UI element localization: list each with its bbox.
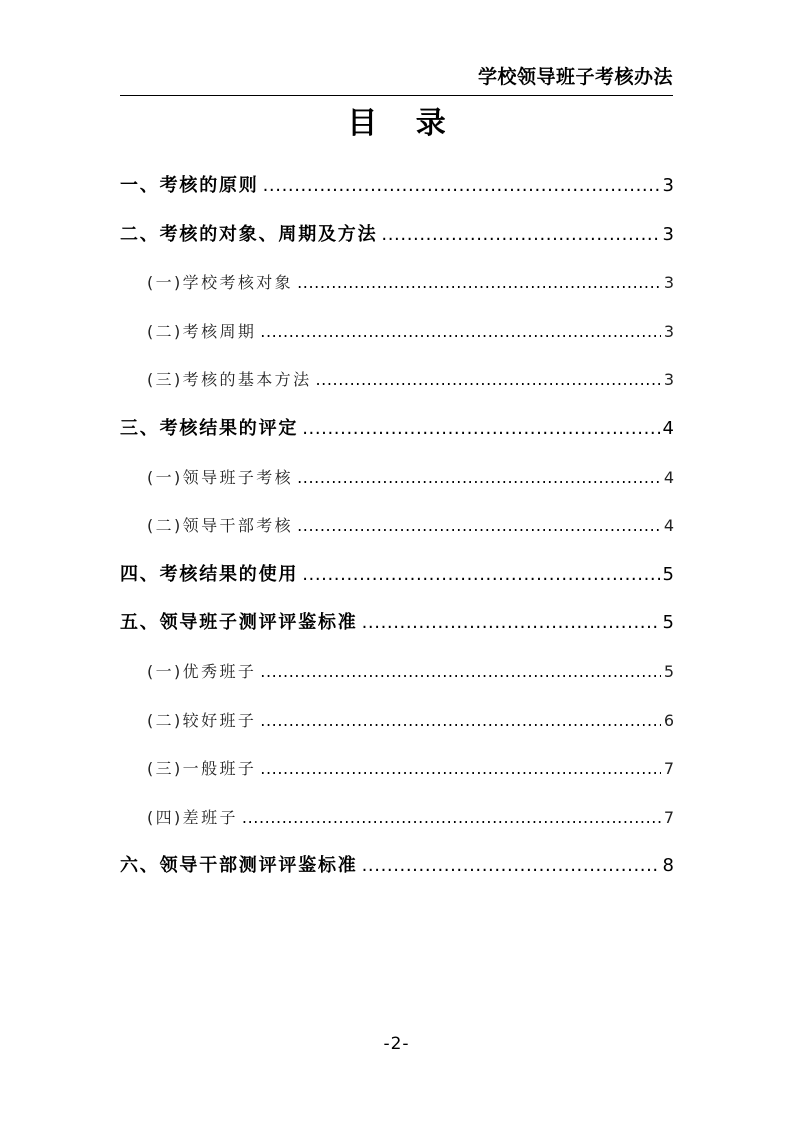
toc-leader-dots — [242, 797, 661, 839]
toc-entry-label: (三)考核的基本方法 — [147, 370, 312, 390]
toc-entry-page: 5 — [662, 563, 674, 585]
toc-entry-label: 四、考核结果的使用 — [120, 563, 299, 585]
toc-leader-dots — [362, 602, 660, 644]
toc-subentry[interactable] — [120, 651, 674, 700]
toc-entry-page: 6 — [663, 710, 674, 730]
toc-entry-label: 二、考核的对象、周期及方法 — [120, 223, 378, 245]
toc-entry-page: 7 — [663, 807, 674, 827]
toc-leader-dots — [302, 554, 659, 596]
toc-entry-label: (二)较好班子 — [147, 710, 257, 730]
toc-leader-dots — [362, 845, 660, 887]
toc-leader-dots — [297, 457, 661, 499]
toc-entry-page: 7 — [663, 759, 674, 779]
toc-subentry[interactable] — [120, 748, 674, 797]
toc-leader-dots — [316, 359, 661, 401]
toc-entry[interactable] — [120, 845, 674, 894]
toc-entry[interactable] — [120, 165, 674, 214]
toc-leader-dots — [260, 700, 661, 742]
toc-entry-label: 五、领导班子测评评鉴标准 — [120, 612, 358, 634]
toc-entry[interactable] — [120, 214, 674, 263]
toc-entry-label: 六、领导干部测评评鉴标准 — [120, 855, 358, 877]
toc-entry-label: (一)优秀班子 — [147, 661, 257, 681]
toc-entry-page: 4 — [663, 467, 674, 487]
toc-entry-page: 3 — [662, 175, 674, 196]
toc-entry-page: 5 — [663, 661, 674, 681]
toc-entry-page: 3 — [663, 321, 674, 341]
toc-entry-label: 一、考核的原则 — [120, 175, 259, 196]
toc-entry-page: 5 — [662, 612, 674, 634]
toc-list — [120, 165, 674, 894]
toc-subentry[interactable] — [120, 700, 674, 749]
toc-entry-label: (一)学校考核对象 — [147, 273, 294, 293]
toc-leader-dots — [260, 311, 661, 353]
toc-entry-label: 三、考核结果的评定 — [120, 417, 299, 439]
toc-leader-dots — [260, 748, 661, 790]
toc-leader-dots — [263, 165, 660, 207]
toc-leader-dots — [260, 651, 661, 693]
header-divider — [120, 95, 673, 96]
toc-entry[interactable] — [120, 408, 674, 457]
toc-entry-label: (二)领导干部考核 — [147, 516, 294, 536]
toc-entry-label: (三)一般班子 — [147, 759, 257, 779]
toc-entry-page: 4 — [662, 417, 674, 439]
toc-entry-page: 3 — [662, 223, 674, 245]
toc-subentry[interactable] — [120, 311, 674, 360]
toc-heading: 目 录 — [347, 106, 460, 141]
toc-entry-label: (二)考核周期 — [147, 321, 257, 341]
page-number: -2- — [383, 1034, 410, 1054]
toc-subentry[interactable] — [120, 359, 674, 408]
toc-entry-label: (四)差班子 — [147, 807, 238, 827]
toc-subentry[interactable] — [120, 457, 674, 506]
toc-entry-page: 8 — [662, 855, 674, 877]
toc-leader-dots — [297, 505, 661, 547]
toc-leader-dots — [297, 262, 661, 304]
toc-entry[interactable] — [120, 602, 674, 651]
document-title: 学校领导班子考核办法 — [477, 66, 673, 88]
toc-subentry[interactable] — [120, 262, 674, 311]
toc-entry-page: 4 — [663, 516, 674, 536]
toc-entry-page: 3 — [663, 273, 674, 293]
toc-leader-dots — [381, 214, 659, 256]
toc-entry-label: (一)领导班子考核 — [147, 467, 294, 487]
toc-subentry[interactable] — [120, 505, 674, 554]
toc-subentry[interactable] — [120, 797, 674, 846]
toc-leader-dots — [302, 408, 659, 450]
toc-entry-page: 3 — [663, 370, 674, 390]
toc-entry[interactable] — [120, 554, 674, 603]
